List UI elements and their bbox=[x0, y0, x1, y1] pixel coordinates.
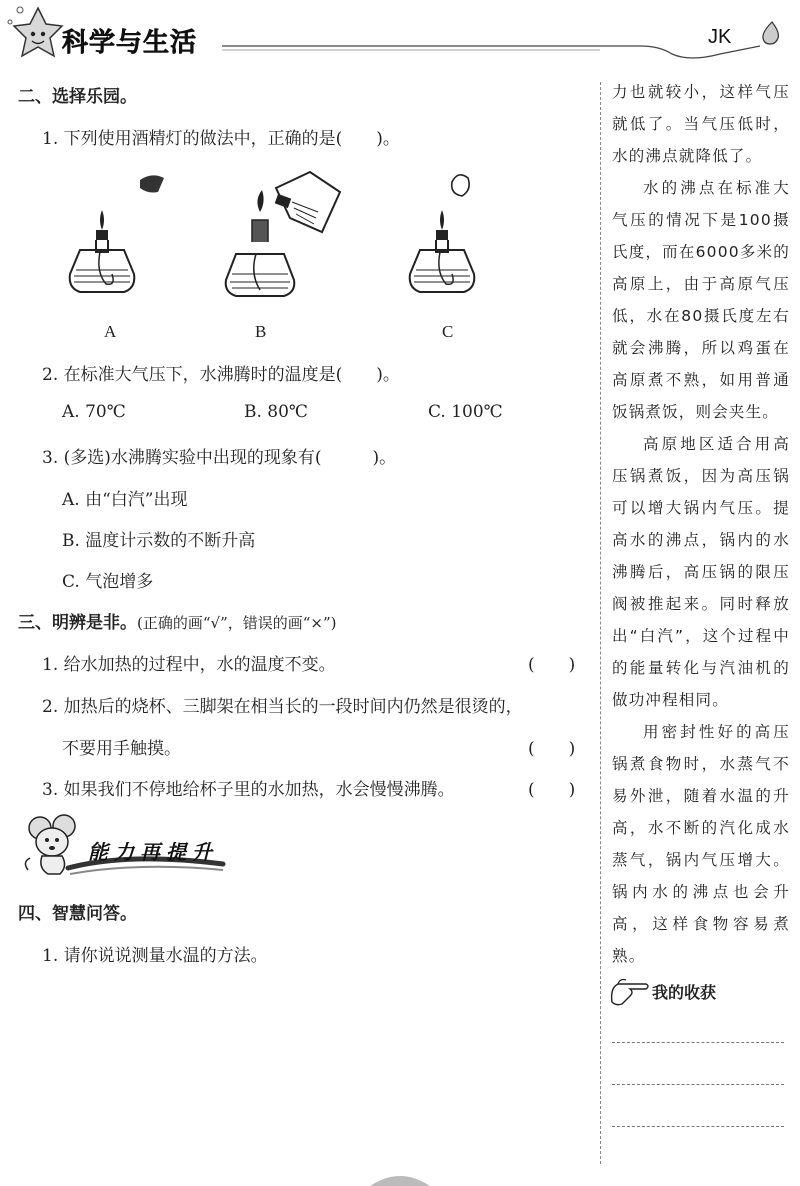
q3-option-c: C. 气泡增多 bbox=[62, 572, 154, 592]
drop-icon bbox=[763, 22, 778, 44]
q3-option-b: B. 温度计示数的不断升高 bbox=[62, 531, 256, 551]
lamp-a-icon bbox=[70, 175, 164, 292]
harvest-heading bbox=[608, 972, 788, 1012]
answer-paren-3[interactable]: ( ) bbox=[528, 780, 576, 800]
column-divider bbox=[600, 82, 601, 1164]
lamp-b-icon bbox=[226, 172, 340, 296]
ability-banner bbox=[18, 812, 228, 882]
star-mascot-icon bbox=[8, 7, 62, 56]
question-3: 3. (多选)水沸腾实验中出现的现象有( )。 bbox=[42, 448, 397, 468]
harvest-label: 我的收获 bbox=[652, 983, 717, 1002]
answer-paren-1[interactable]: ( ) bbox=[528, 655, 576, 675]
edition-code: JK bbox=[708, 26, 732, 48]
question-4-1: 1. 请你说说测量水温的方法。 bbox=[42, 946, 268, 966]
sidebar-paragraph-1: 力也就较小，这样气压就低了。当气压低时，水的沸点就降低了。 bbox=[612, 83, 790, 165]
section-3-heading: 三、明辨是非。 bbox=[18, 613, 137, 633]
sidebar-paragraph-3: 高原地区适合用高压锅煮饭，因为高压锅可以增大锅内气压。提高水的沸点，锅内的水沸腾后，高压锅的限压阀被推起来。同时释放出“白汽”，这个过程中的能量转化与汽油机的做功冲程相同。 bbox=[612, 435, 790, 709]
answer-line-2[interactable] bbox=[612, 1084, 784, 1085]
pointing-hand-icon bbox=[608, 974, 652, 1010]
sidebar-paragraph-2: 水的沸点在标准大气压的情况下是100摄氏度，而在6000多米的高原上，由于高原气压低，水在80摄氏度左右就会沸腾，所以鸡蛋在高原煮不熟，如用普通饭锅煮饭，则会夹生。 bbox=[612, 179, 790, 421]
q2-option-c: C. 100℃ bbox=[428, 402, 503, 422]
sidebar-paragraph-4: 用密封性好的高压锅煮食物时，水蒸气不易外泄，随着水温的升高，水不断的汽化成水蒸气，锅内气压增大。锅内水的沸点也会升高，这样食物容易煮熟。 bbox=[612, 723, 790, 965]
brand-title: 科学与生活 bbox=[62, 28, 198, 58]
sidebar-reading bbox=[612, 76, 790, 972]
judge-item-2-cont: 不要用手触摸。 bbox=[62, 739, 181, 759]
answer-paren-2[interactable]: ( ) bbox=[528, 739, 576, 759]
page-header bbox=[0, 0, 800, 80]
answer-line-3[interactable] bbox=[612, 1126, 784, 1127]
judge-item-1: 1. 给水加热的过程中，水的温度不变。 bbox=[42, 655, 336, 675]
section-4-title: 四、智慧问答。 bbox=[18, 904, 137, 924]
section-3-title bbox=[18, 608, 337, 633]
figure-label-c: C bbox=[442, 322, 454, 341]
q2-option-a: A. 70℃ bbox=[62, 402, 126, 422]
banner-title: 能力再提升 bbox=[88, 840, 218, 864]
q2-option-b: B. 80℃ bbox=[244, 402, 308, 422]
section-2-title: 二、选择乐园。 bbox=[18, 87, 137, 107]
question-1: 1. 下列使用酒精灯的做法中，正确的是( )。 bbox=[42, 129, 400, 149]
section-3-note: (正确的画“√”，错误的画“×”) bbox=[137, 614, 337, 632]
figure-label-a: A bbox=[104, 322, 117, 341]
judge-item-2: 2. 加热后的烧杯、三脚架在相当长的一段时间内仍然是很烫的， bbox=[42, 697, 523, 717]
q3-option-a: A. 由“白汽”出现 bbox=[62, 490, 188, 510]
alcohol-lamp-figures bbox=[40, 162, 600, 322]
answer-line-1[interactable] bbox=[612, 1042, 784, 1043]
judge-item-3: 3. 如果我们不停地给杯子里的水加热，水会慢慢沸腾。 bbox=[42, 780, 455, 800]
question-2: 2. 在标准大气压下，水沸腾时的温度是( )。 bbox=[42, 365, 400, 385]
lamp-c-icon bbox=[410, 175, 475, 292]
figure-label-b: B bbox=[255, 322, 267, 341]
page-tab-decoration bbox=[370, 1166, 430, 1186]
